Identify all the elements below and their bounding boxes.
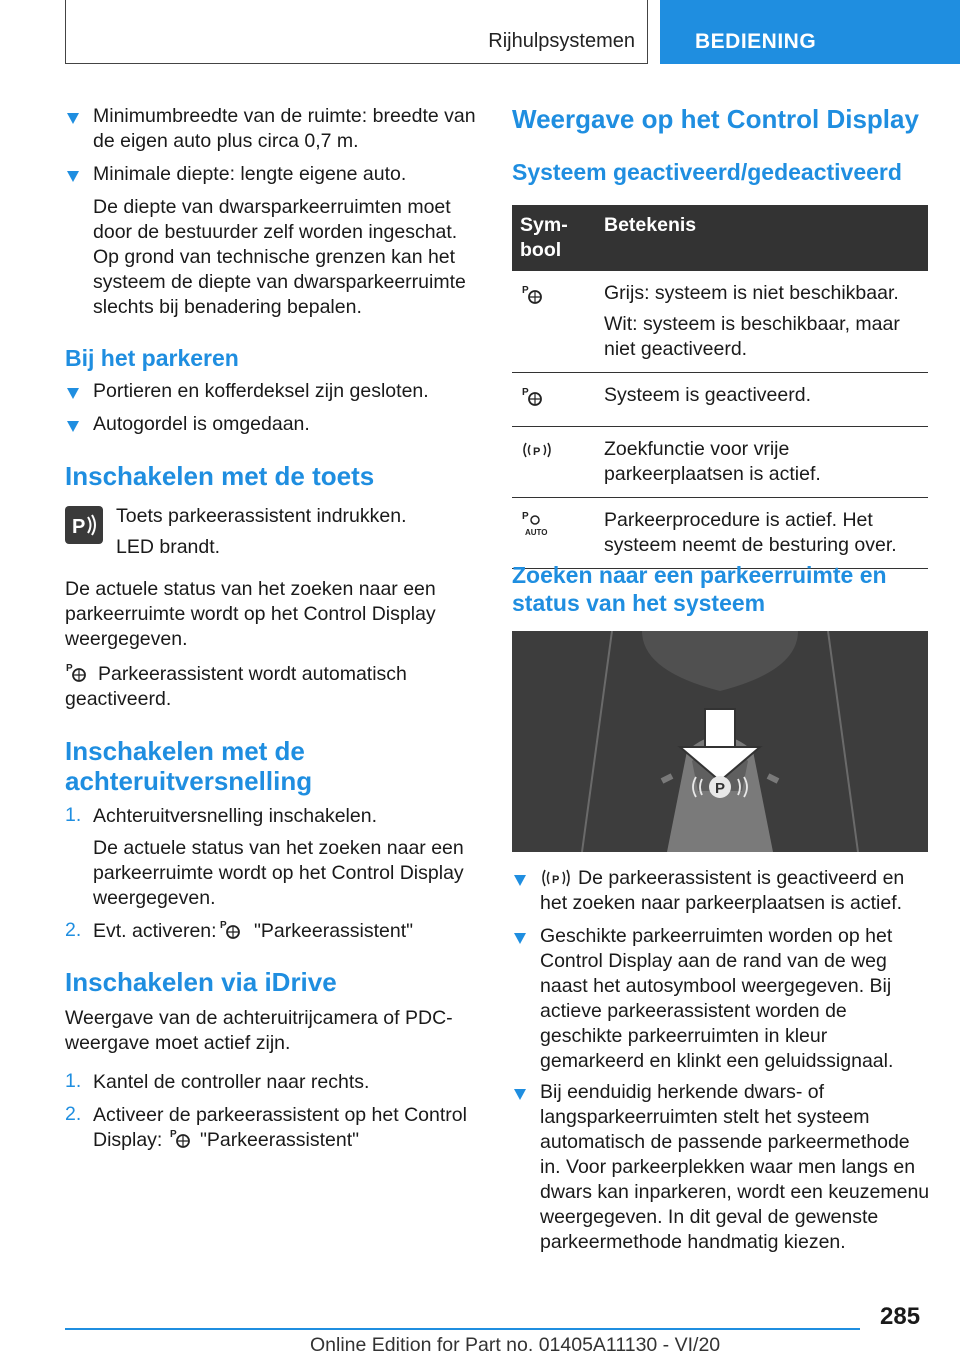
svg-text:P: P xyxy=(170,1129,177,1140)
idrive-text: Weergave van de achteruitrijcamera of PDC-weergave moet actief zijn. xyxy=(65,1007,453,1054)
table-row xyxy=(512,373,928,427)
svg-text:P: P xyxy=(552,874,560,886)
zoeken-bullet3: Bij eenduidig herkende dwars- of langsparkeerruimten stelt het systeem automatisch de passende parkeermethode in. Voor parkeerplekken waar men langs en dwars kan inparkeren, wordt een keuzemenu weergegeven. In dit geval de gewenste parkeermethode handmatig kiezen. xyxy=(540,1081,930,1253)
bullet-min-width: Minimumbreedte van de ruimte: breedte van de eigen auto plus circa 0,7 m. xyxy=(93,105,476,152)
heading-achteruit: Inschakelen met de achteruitversnelling xyxy=(65,736,313,796)
row-text: Zoekfunctie voor vrije parkeerplaatsen is actief. xyxy=(596,427,928,498)
row-text: Grijs: systeem is niet beschikbaar. xyxy=(604,282,899,304)
status-text: De actuele status van het zoeken naar een parkeerruimte wordt op het Control Display weergegeven. xyxy=(65,578,436,650)
table-row xyxy=(512,498,928,569)
header-section-title: Rijhulpsystemen xyxy=(488,30,635,52)
svg-text:P: P xyxy=(533,446,541,458)
page-number: 285 xyxy=(880,1303,921,1330)
heading-idrive: Inschakelen via iDrive xyxy=(65,967,337,997)
toets-step2: LED brandt. xyxy=(116,536,221,558)
zoeken-bullet2: Geschikte parkeerruimten worden op het Control Display aan de rand van de weg naast het autosymbool weergegeven. Bij actieve parkeerassistent worden de geschikte parkeerruimten in kleur gemarkeerd en klinkt een geluidssignaal. xyxy=(540,925,894,1072)
parking-button-icon xyxy=(64,505,104,545)
row-text: Parkeerprocedure is actief. Het systeem neemt de besturing over. xyxy=(596,498,928,569)
bullet-icon xyxy=(67,113,79,124)
menu-parkeerassistent: "Parkeerassistent" xyxy=(200,1129,360,1151)
bullet-seatbelt: Autogordel is omgedaan. xyxy=(93,413,310,435)
parking-assistant-icon xyxy=(218,916,244,942)
row-text: Wit: systeem is beschikbaar, maar niet geactiveerd. xyxy=(604,313,900,360)
bullet-icon xyxy=(67,421,79,432)
table-row xyxy=(512,427,928,498)
control-display-image xyxy=(512,631,928,852)
heading-display: Weergave op het Control Display xyxy=(512,104,919,134)
svg-text:P: P xyxy=(715,780,726,797)
header-chapter-tab[interactable] xyxy=(660,0,960,64)
svg-text:P: P xyxy=(522,387,529,398)
step-number: 2. xyxy=(65,1103,82,1125)
bullet-doors: Portieren en kofferdeksel zijn gesloten. xyxy=(93,380,429,402)
symbol-table xyxy=(512,205,928,569)
step-number: 2. xyxy=(65,919,82,941)
bullet-icon xyxy=(514,875,526,886)
achter-step2: Evt. activeren: xyxy=(93,920,217,942)
bullet-icon xyxy=(67,388,79,399)
heading-zoeken: Zoeken naar een parkeerruimte en status van het systeem xyxy=(512,562,887,616)
heading-parkeren: Bij het parkeren xyxy=(65,345,239,371)
heading-system: Systeem geactiveerd/gedeactiveerd xyxy=(512,159,902,185)
col-meaning-header: Betekenis xyxy=(596,205,928,271)
parking-assistant-icon xyxy=(520,383,546,409)
step-number: 1. xyxy=(65,804,82,826)
achter-step1: Achteruitversnelling inschakelen. xyxy=(93,805,377,827)
heading-toets: Inschakelen met de toets xyxy=(65,461,375,491)
bullet-min-depth: Minimale diepte: lengte eigene auto. xyxy=(93,163,407,185)
step-number: 1. xyxy=(65,1070,82,1092)
zoeken-bullet1: De parkeerassistent is geactiveerd en het zoeken naar parkeerplaatsen is actief. xyxy=(540,867,905,914)
idrive-step2-display: Display: xyxy=(93,1129,163,1151)
achter-step1-note: De actuele status van het zoeken naar een parkeerruimte wordt op het Control Display weergegeven. xyxy=(93,837,464,909)
svg-text:P: P xyxy=(522,285,529,296)
svg-text:P: P xyxy=(522,511,529,522)
row-text: Systeem is geactiveerd. xyxy=(596,373,928,427)
depth-note: De diepte van dwarsparkeerruimten moet door de bestuurder zelf worden ingeschat. Op grond van technische grenzen kan het systeem de diepte van dwarsparkeerruimte slechts bij benadering bepalen. xyxy=(93,196,466,318)
menu-parkeerassistent: "Parkeerassistent" xyxy=(254,920,414,942)
header-section-box xyxy=(65,0,648,64)
svg-text:AUTO: AUTO xyxy=(525,528,548,537)
bullet-icon xyxy=(514,1089,526,1100)
bullet-icon xyxy=(67,171,79,182)
svg-text:P: P xyxy=(220,920,227,931)
svg-text:P: P xyxy=(72,516,86,538)
toets-step1: Toets parkeerassistent indrukken. xyxy=(116,505,407,527)
idrive-step1: Kantel de controller naar rechts. xyxy=(93,1071,370,1093)
parking-auto-icon xyxy=(520,508,550,538)
parking-search-icon xyxy=(520,437,554,463)
parking-assistant-icon xyxy=(520,281,546,307)
table-row xyxy=(512,271,928,373)
parking-assistant-icon xyxy=(168,1125,194,1151)
edition-text: Online Edition for Part no. 01405A11130 - VI/20 xyxy=(310,1334,721,1356)
bullet-icon xyxy=(514,933,526,944)
header-chapter-title: BEDIENING xyxy=(695,30,817,53)
footer-divider xyxy=(65,1328,860,1330)
col-symbol-header: Sym-bool xyxy=(512,205,596,271)
idrive-step2: Activeer de parkeerassistent op het Control xyxy=(93,1104,467,1126)
auto-activated-text: Parkeerassistent wordt automatisch geactiveerd. xyxy=(65,663,407,710)
svg-text:P: P xyxy=(66,663,73,674)
